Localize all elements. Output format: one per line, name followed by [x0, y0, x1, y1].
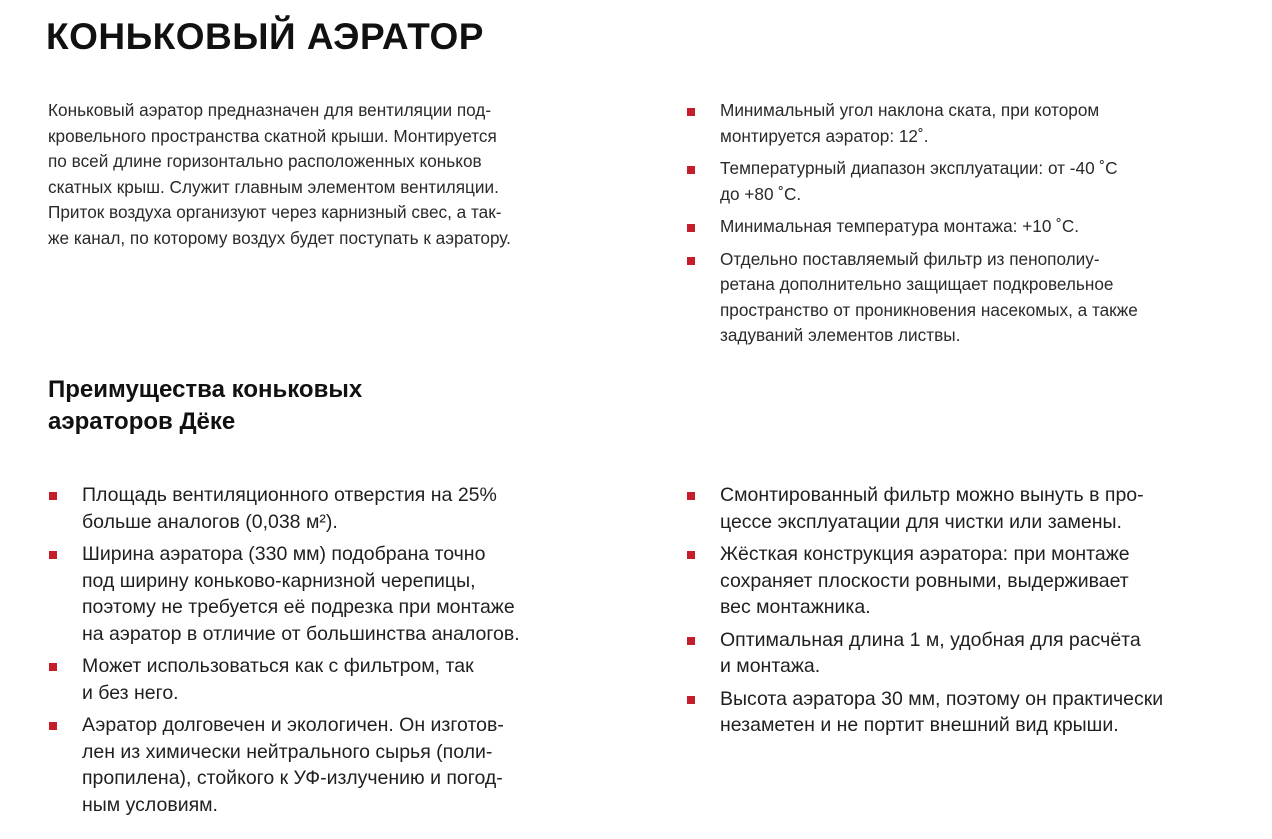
bullet-icon: [687, 224, 695, 232]
advantage-text: Ширина аэратора (330 мм) подобрана точно под ширину коньково-карнизной черепицы, поэтому не требуется её подрезка при монтаже на аэратор в отличие от большинства аналогов.: [82, 543, 520, 645]
spec-text: Минимальный угол наклона ската, при котором монтируется аэратор: 12˚.: [720, 100, 1100, 146]
bullet-icon: [49, 663, 57, 671]
advantage-item: [48, 712, 638, 818]
bullet-icon: [687, 257, 695, 265]
bullet-icon: [687, 696, 695, 704]
advantage-item: [686, 627, 1262, 680]
advantage-text: Аэратор долговечен и экологичен. Он изготов- лен из химически нейтрального сырья (поли- пропилена), стойкого к УФ-излучению и погод- ным условиям.: [82, 714, 504, 816]
bullet-icon: [687, 492, 695, 500]
spec-item: [686, 247, 1256, 349]
advantage-item: [686, 686, 1262, 739]
bullet-icon: [687, 166, 695, 174]
advantage-text: Оптимальная длина 1 м, удобная для расчёта и монтажа.: [720, 628, 1141, 677]
bullet-icon: [49, 551, 57, 559]
spec-item: [686, 156, 1256, 207]
advantages-list-left: [48, 482, 638, 824]
spec-text: Отдельно поставляемый фильтр из пенополиу- ретана дополнительно защищает подкровельное пространство от проникновения насекомых, а также задуваний элементов листвы.: [720, 248, 1138, 345]
page-title: КОНЬКОВЫЙ АЭРАТОР: [46, 16, 484, 57]
spec-item: [686, 214, 1256, 240]
advantage-item: [48, 653, 638, 706]
advantage-item: [686, 482, 1262, 535]
advantage-text: Может использоваться как с фильтром, так и без него.: [82, 655, 474, 704]
advantage-item: [48, 541, 638, 647]
advantages-heading: Преимущества коньковых аэраторов Дёке: [48, 376, 363, 435]
intro-paragraph: Коньковый аэратор предназначен для вентиляции под- кровельного пространства скатной крыши. Монтируется по всей длине горизонтально расположенных коньков скатных крыш. Служит главным элементом вентиляции. Приток воздуха организуют через карнизный свес, а так- же канал, по которому воздух будет поступать к аэратору.: [48, 100, 511, 248]
bullet-icon: [687, 637, 695, 645]
advantages-list-right: [686, 482, 1262, 745]
spec-item: [686, 98, 1256, 149]
advantage-item: [48, 482, 638, 535]
spec-text: Температурный диапазон эксплуатации: от -40 ˚С до +80 ˚С.: [720, 158, 1118, 204]
advantage-item: [686, 541, 1262, 621]
spec-list: [686, 98, 1256, 356]
spec-text: Минимальная температура монтажа: +10 ˚С.: [720, 216, 1080, 236]
bullet-icon: [687, 108, 695, 116]
bullet-icon: [49, 722, 57, 730]
bullet-icon: [49, 492, 57, 500]
bullet-icon: [687, 551, 695, 559]
advantage-text: Жёсткая конструкция аэратора: при монтаже сохраняет плоскости ровными, выдерживает вес монтажника.: [720, 543, 1130, 618]
advantage-text: Высота аэратора 30 мм, поэтому он практически незаметен и не портит внешний вид крыши.: [720, 687, 1164, 736]
advantage-text: Площадь вентиляционного отверстия на 25% больше аналогов (0,038 м²).: [82, 484, 497, 533]
advantage-text: Смонтированный фильтр можно вынуть в про- цессе эксплуатации для чистки или замены.: [720, 484, 1144, 533]
